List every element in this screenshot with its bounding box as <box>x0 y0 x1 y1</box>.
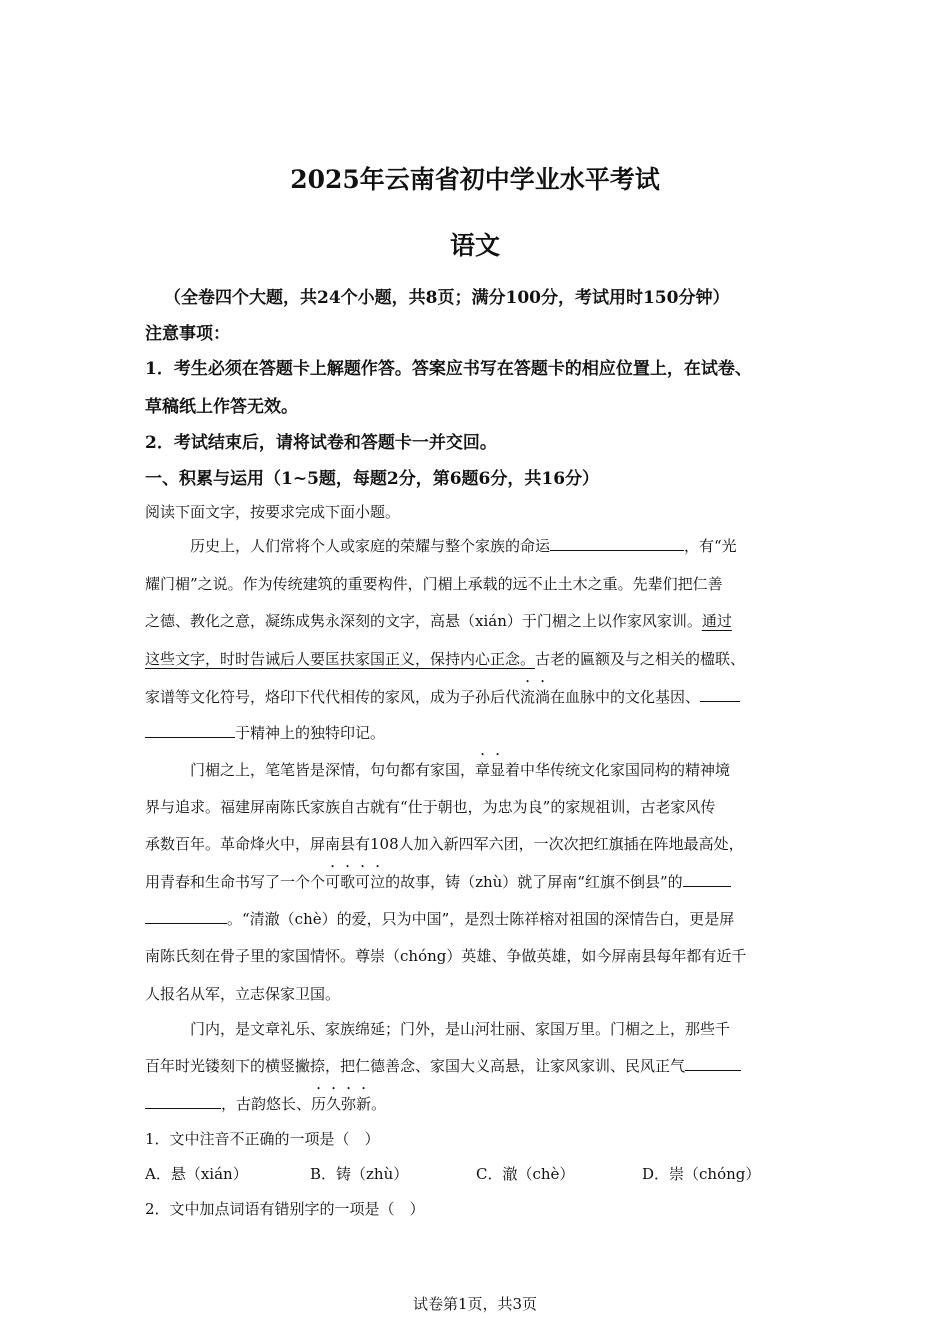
passage-text: 用青春和生命书写了一个个 <box>145 873 326 891</box>
option-b[interactable]: B．铸（zhù） <box>310 1165 409 1183</box>
dotted-char: 流 <box>520 688 536 706</box>
dotted-char: 可 <box>325 873 341 891</box>
dotted-char: 新 <box>356 1095 372 1113</box>
passage-line <box>145 871 731 892</box>
passage-text: 之德、教化之意，凝练成隽永深刻的文字，高悬（xián）于门楣之上以作家风家训。 <box>145 612 702 630</box>
option-d[interactable]: D．崇（chóng） <box>642 1165 761 1183</box>
reading-instruction: 阅读下面文字，按要求完成下面小题。 <box>145 503 401 521</box>
notice-item-2: 2．考试结束后，请将试卷和答题卡一并交回。 <box>145 433 497 453</box>
underlined-sentence: 通过 <box>701 612 732 630</box>
passage-line <box>190 535 737 556</box>
passage-text: 着中华传统文化家国同构的精神境 <box>505 761 731 779</box>
dotted-char: 章 <box>475 761 491 779</box>
answer-blank <box>550 536 684 551</box>
underlined-sentence: 这些文字，时时告诫后人要匡扶家国正义，保持内心正念。 <box>145 650 536 668</box>
question-1: 1．文中注音不正确的一项是（ ） <box>145 1130 380 1148</box>
page-footer: 试卷第1页，共3页 <box>412 1295 538 1313</box>
subject-title: 语文 <box>449 231 500 260</box>
passage-text: 历史上，人们常将个人或家庭的荣耀与整个家族的命运 <box>190 537 551 555</box>
passage-line: 人报名从军，立志保家卫国。 <box>145 985 341 1003</box>
passage-text: 古老的匾额及与之相关的楹联、 <box>535 650 746 668</box>
dotted-char: 歌 <box>340 873 356 891</box>
answer-blank <box>145 723 235 738</box>
passage-text: 。“清澈（chè）的爱，只为中国”，是烈士陈祥榕对祖国的深情告白，更是屏 <box>227 910 735 928</box>
passage-text: 百年时光镂刻下的横竖撇捺，把仁德善念、家国大义高悬，让家风家训、民风正气 <box>145 1057 686 1075</box>
passage-text: 于精神上的独特印记。 <box>235 724 386 742</box>
exam-title: 2025年云南省初中学业水平考试 <box>290 165 660 194</box>
passage-line <box>145 908 734 929</box>
dotted-char: 弥 <box>341 1095 357 1113</box>
passage-line <box>145 1093 386 1114</box>
passage-line: 南陈氏刻在骨子里的家国情怀。尊崇（chóng）英雄、争做英雄，如今屏南县每年都有近千 <box>145 947 747 965</box>
passage-line: 耀门楣”之说。作为传统建筑的重要构件，门楣上承载的远不止土木之重。先辈们把仁善 <box>145 575 723 593</box>
notice-item-1-line-2: 草稿纸上作答无效。 <box>145 397 298 417</box>
option-a[interactable]: A．悬（xián） <box>145 1165 248 1183</box>
question-2: 2．文中加点词语有错别字的一项是（ ） <box>145 1200 425 1218</box>
passage-text: 在血脉中的文化基因、 <box>550 688 701 706</box>
dotted-char: 可 <box>355 873 371 891</box>
passage-line <box>145 686 740 707</box>
passage-text: 的故事，铸（zhù）就了屏南“红旗不倒县”的 <box>385 873 683 891</box>
passage-text: 。 <box>371 1095 387 1113</box>
answer-blank <box>683 872 731 887</box>
passage-text: 门楣之上，笔笔皆是深情，句句都有家国， <box>190 761 476 779</box>
passage-line <box>145 648 745 669</box>
dotted-char: 显 <box>490 761 506 779</box>
answer-blank <box>685 1056 741 1071</box>
passage-line: 承数百年。革命烽火中，屏南县有108人加入新四军六团，一次次把红旗插在阵地最高处， <box>145 835 744 853</box>
notice-label: 注意事项： <box>145 324 230 344</box>
dotted-char: 泣 <box>370 873 386 891</box>
passage-text: ，古韵悠长、 <box>221 1095 312 1113</box>
notice-item-1-line-1: 1．考生必须在答题卡上解题作答。答案应书写在答题卡的相应位置上，在试卷、 <box>145 359 752 379</box>
answer-blank <box>700 687 740 702</box>
passage-text: ，有“光 <box>684 537 737 555</box>
answer-blank <box>145 909 227 924</box>
dotted-char: 历 <box>311 1095 327 1113</box>
passage-line <box>190 759 730 780</box>
passage-line: 界与追求。福建屏南陈氏家族自古就有“仕于朝也，为忠为良”的家规祖训，古老家风传 <box>145 798 716 816</box>
dotted-char: 淌 <box>535 688 551 706</box>
section-1-heading: 一、积累与运用（1~5题，每题2分，第6题6分，共16分） <box>145 469 600 489</box>
option-c[interactable]: C．澈（chè） <box>476 1165 575 1183</box>
passage-line: 门内，是文章礼乐、家族绵延；门外，是山河壮丽、家国万里。门楣之上，那些千 <box>190 1020 731 1038</box>
passage-line <box>145 610 732 631</box>
exam-summary: （全卷四个大题，共24个小题，共8页；满分100分，考试用时150分钟） <box>164 288 730 308</box>
question-1-options <box>145 1163 760 1184</box>
answer-blank <box>145 1094 221 1109</box>
passage-line <box>145 1055 741 1076</box>
passage-line <box>145 722 385 743</box>
passage-text: 家谱等文化符号，烙印下代代相传的家风，成为子孙后代 <box>145 688 521 706</box>
dotted-char: 久 <box>326 1095 342 1113</box>
